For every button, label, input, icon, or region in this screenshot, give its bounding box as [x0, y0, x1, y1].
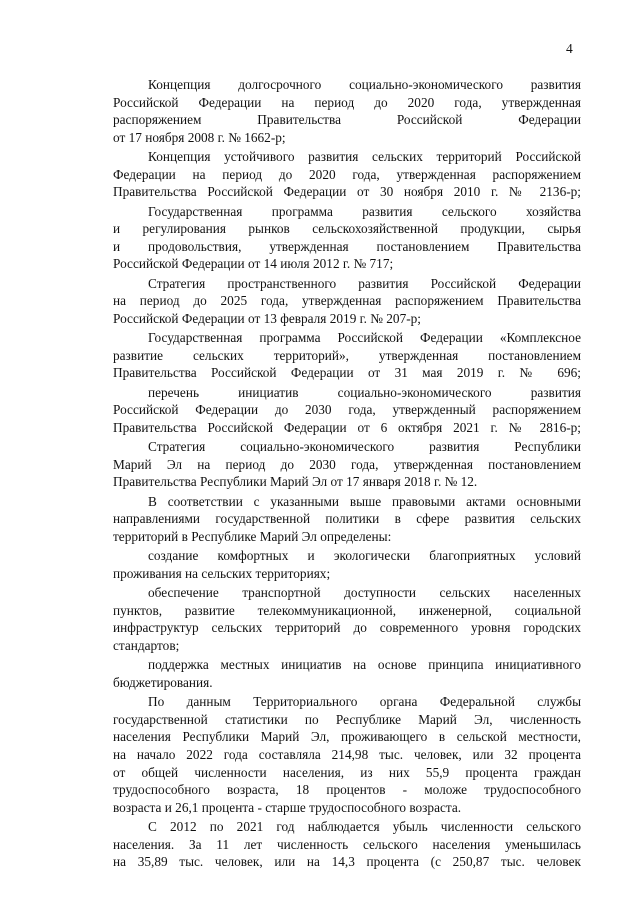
- text-line: Российской Федерации от 14 июля 2012 г. № 717;: [113, 256, 394, 272]
- paragraph: [113, 329, 581, 382]
- paragraph: [113, 584, 581, 654]
- text-line: бюджетирования.: [113, 674, 213, 690]
- text-line: обеспечение транспортной доступности сельских населенных: [148, 585, 581, 601]
- text-line: Стратегия социально-экономического развития Республики: [148, 439, 581, 455]
- paragraph: [113, 438, 581, 491]
- text-line: государственной статистики по Республике Марий Эл, численность: [113, 711, 581, 727]
- text-line: населения. За 11 лет численность сельского населения уменьшилась: [113, 836, 581, 852]
- text-line: на начало 2022 года составляла 214,98 тыс. человек, или 32 процента: [113, 747, 581, 763]
- page-number: 4: [566, 41, 573, 56]
- text-line: По данным Территориального органа Федеральной службы: [148, 694, 581, 710]
- text-line: на период до 2025 года, утвержденная распоряжением Правительства: [113, 293, 581, 309]
- text-line: распоряжением Правительства Российской Федерации: [113, 112, 581, 128]
- text-line: и продовольствия, утвержденная постановлением Правительства: [113, 238, 581, 254]
- text-line: Правительства Российской Федерации от 6 октября 2021 г. № 2816-р;: [113, 419, 581, 435]
- text-line: Концепция устойчивого развития сельских территорий Российской: [148, 149, 581, 165]
- text-line: Российской Федерации от 13 февраля 2019 г. № 207-р;: [113, 310, 421, 326]
- text-line: стандартов;: [113, 637, 180, 653]
- text-line: Марий Эл на период до 2030 года, утвержденная постановлением: [113, 456, 581, 472]
- text-line: Российской Федерации на период до 2020 года, утвержденная: [113, 94, 581, 110]
- paragraph: [113, 493, 581, 546]
- text-line: трудоспособного возраста, 18 процентов - моложе трудоспособного: [113, 782, 581, 798]
- paragraph: [113, 203, 581, 273]
- text-line: Российской Федерации до 2030 года, утвержденный распоряжением: [113, 402, 581, 418]
- text-line: направлениями государственной политики в сфере развития сельских: [113, 511, 581, 527]
- paragraph: [113, 818, 581, 871]
- text-line: и регулирования рынков сельскохозяйственной продукции, сырья: [113, 221, 581, 237]
- text-line: инфраструктур сельских территорий до современного уровня городских: [113, 620, 581, 636]
- text-line: Государственная программа Российской Федерации «Комплексное: [148, 330, 581, 346]
- paragraph: [113, 275, 581, 328]
- text-line: Правительства Республики Марий Эл от 17 января 2018 г. № 12.: [113, 474, 478, 490]
- paragraph: [113, 384, 581, 437]
- text-line: создание комфортных и экологически благоприятных условий: [148, 548, 581, 564]
- text-line: Концепция долгосрочного социально-экономического развития: [148, 77, 581, 92]
- text-line: Стратегия пространственного развития Российской Федерации: [148, 275, 581, 291]
- document-body: [113, 76, 581, 871]
- text-line: проживания на сельских территориях;: [113, 565, 331, 581]
- text-line: населения Республики Марий Эл, проживающего в сельской местности,: [113, 729, 581, 745]
- text-line: перечень инициатив социально-экономического развития: [148, 384, 581, 400]
- text-line: В соответствии с указанными выше правовыми актами основными: [148, 493, 581, 509]
- text-line: территорий в Республике Марий Эл определены:: [113, 528, 392, 544]
- paragraph: [113, 76, 581, 146]
- text-line: возраста и 26,1 процента - старше трудоспособного возраста.: [113, 799, 462, 815]
- text-line: Правительства Российской Федерации от 31 мая 2019 г. № 696;: [113, 365, 581, 381]
- text-line: развитие сельских территорий», утвержденная постановлением: [113, 347, 581, 363]
- paragraph: [113, 656, 581, 691]
- text-line: Правительства Российской Федерации от 30 ноября 2010 г. № 2136-р;: [113, 184, 581, 200]
- text-line: Государственная программа развития сельского хозяйства: [148, 203, 581, 219]
- paragraph: [113, 547, 581, 582]
- paragraph: [113, 148, 581, 201]
- text-line: С 2012 по 2021 год наблюдается убыль численности сельского: [148, 819, 581, 835]
- text-line: на 35,89 тыс. человек, или на 14,3 процента (с 250,87 тыс. человек: [113, 854, 581, 870]
- text-line: пунктов, развитие телекоммуникационной, инженерной, социальной: [113, 602, 581, 618]
- text-line: поддержка местных инициатив на основе принципа инициативного: [148, 657, 581, 673]
- text-line: от 17 ноября 2008 г. № 1662-р;: [113, 129, 286, 145]
- text-line: Федерации на период до 2020 года, утвержденная распоряжением: [113, 166, 581, 182]
- paragraph: [113, 693, 581, 816]
- text-line: от общей численности населения, из них 55,9 процента граждан: [113, 764, 581, 780]
